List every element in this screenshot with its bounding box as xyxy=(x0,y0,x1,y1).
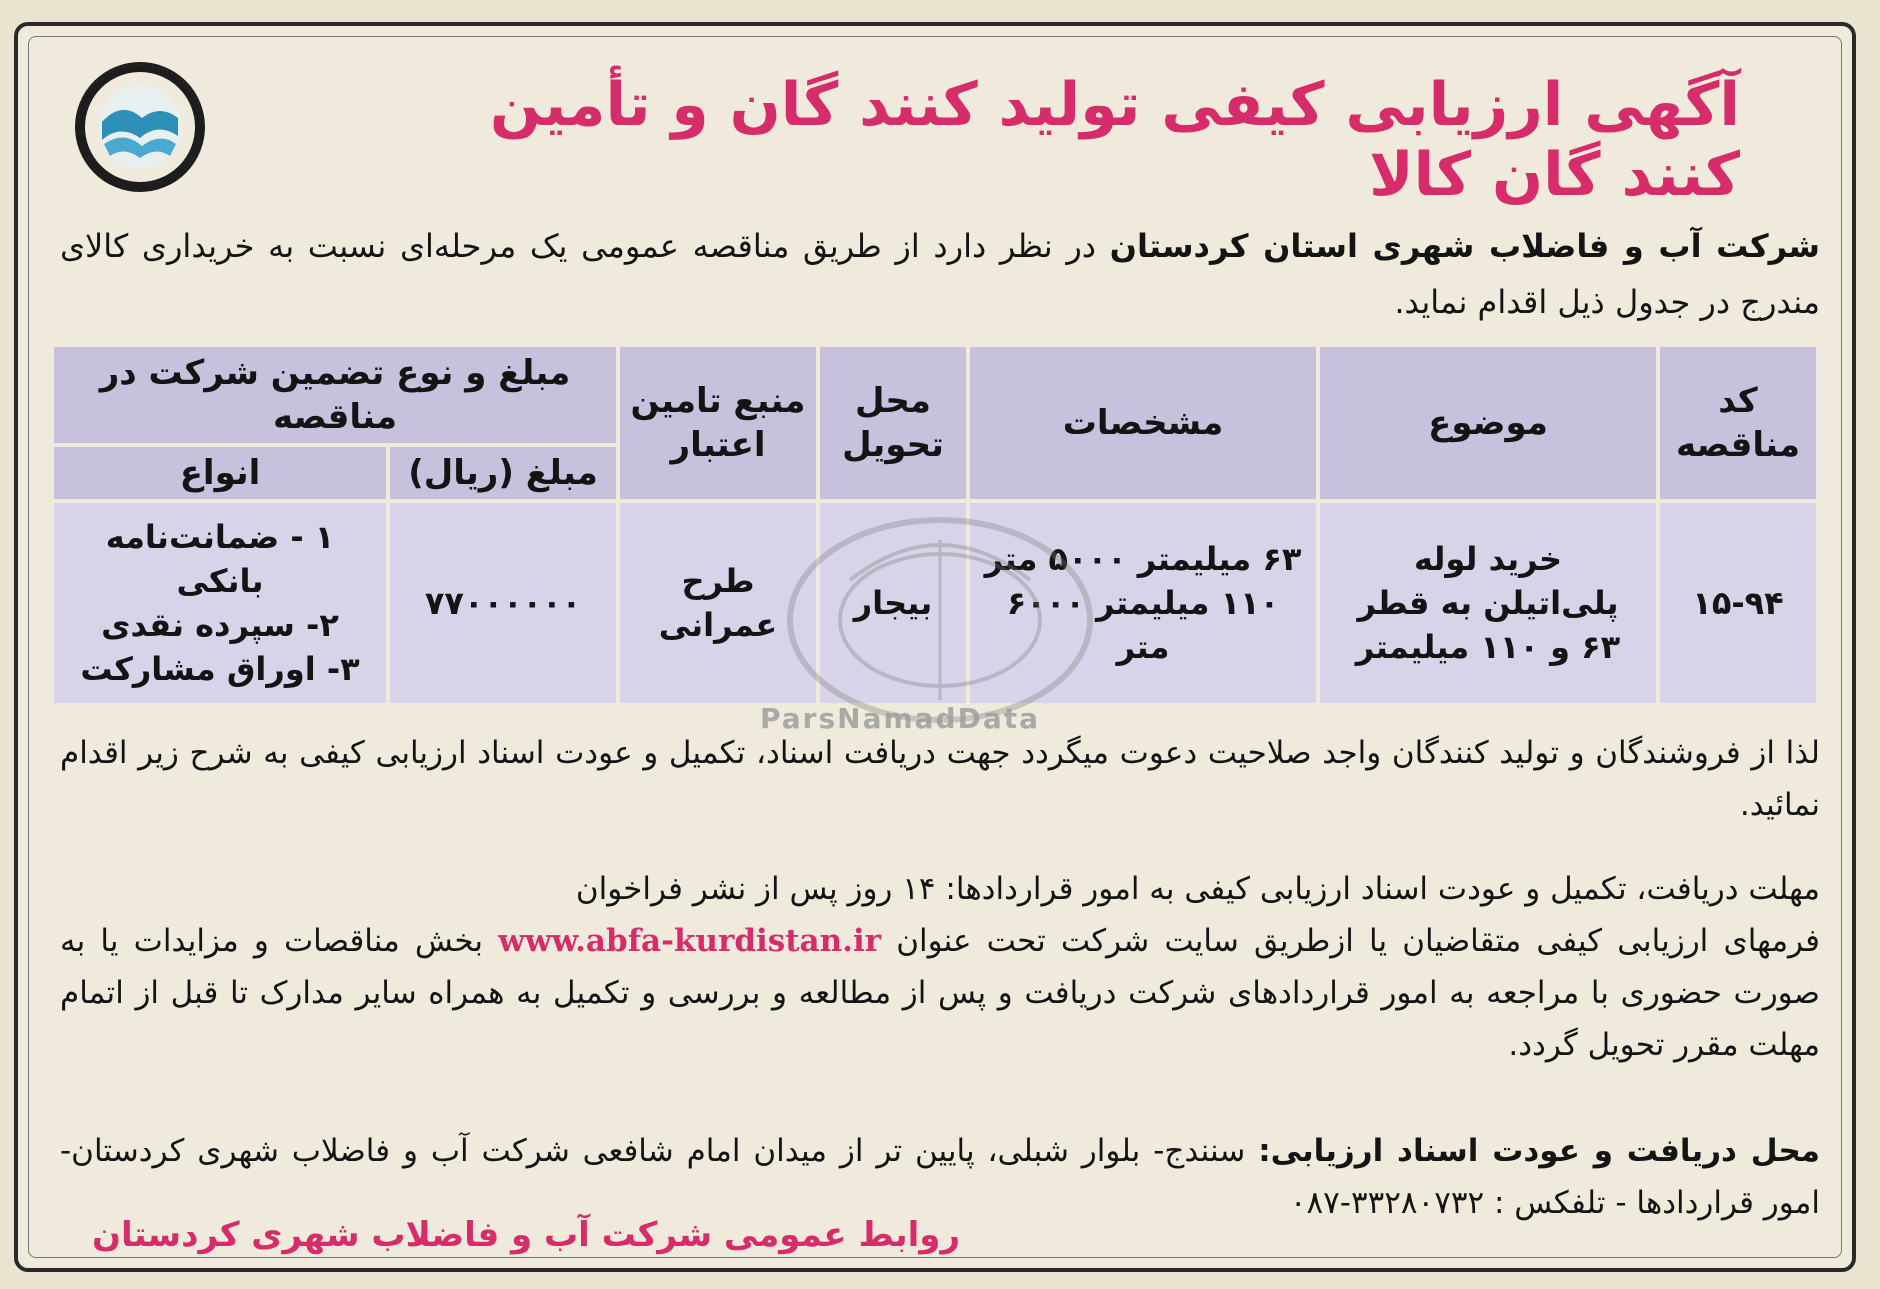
header-amount: مبلغ (ریال) xyxy=(390,447,616,499)
deadline-paragraph: مهلت دریافت، تکمیل و عودت اسناد ارزیابی کیفی به امور قراردادها: ۱۴ روز پس از نشر فراخوان xyxy=(575,871,1820,907)
cell-code: ۱۵-۹۴ xyxy=(1660,503,1816,703)
cell-specs: ۶۳ میلیمتر ۵۰۰۰ متر ۱۱۰ میلیمتر ۶۰۰۰ متر xyxy=(970,503,1316,703)
header-specs: مشخصات xyxy=(970,347,1316,499)
cell-amount: ۷۷۰۰۰۰۰۰ xyxy=(390,503,616,703)
address-text: سنندج- بلوار شبلی، پایین تر از میدان امام شافعی شرکت آب و فاضلاب شهری کردستان- امور قراردادها - تلفکس : ۳۳۲۸۰۷۳۲-۰۸۷ xyxy=(60,1133,1820,1221)
header-delivery: محل تحویل xyxy=(820,347,966,499)
forms-paragraph xyxy=(60,915,1820,1071)
header-funding: منبع تامین اعتبار xyxy=(620,347,816,499)
company-name: شرکت آب و فاضلاب شهری استان کردستان xyxy=(1109,227,1821,265)
cell-types: ۱ - ضمانت‌نامه بانکی ۲- سپرده نقدی ۳- اوراق مشارکت xyxy=(54,503,386,703)
table-header-row xyxy=(54,347,1816,443)
tender-table xyxy=(50,343,1820,707)
cell-subject: خرید لوله پلی‌اتیلن به قطر ۶۳ و ۱۱۰ میلیمتر xyxy=(1320,503,1656,703)
header-subject: موضوع xyxy=(1320,347,1656,499)
intro-text: در نظر دارد از طریق مناقصه عمومی یک مرحله‌ای نسبت به خریداری کالای مندرج در جدول ذیل اقدام نماید. xyxy=(60,227,1820,321)
forms-text-start: فرمهای ارزیابی کیفی متقاضیان یا ازطریق سایت شرکت تحت عنوان xyxy=(881,923,1820,959)
notice-title: آگهی ارزیابی کیفی تولید کنند گان و تأمین کنند گان کالا xyxy=(489,70,1740,210)
header-guarantee-group: مبلغ و نوع تضمین شرکت در مناقصه xyxy=(54,347,616,443)
footer-signature: روابط عمومی شرکت آب و فاضلاب شهری کردستان xyxy=(92,1215,961,1255)
forms-text-end: بخش مناقصات و مزایدات یا به صورت حضوری با مراجعه به امور قراردادهای شرکت دریافت و پس از مطالعه و بررسی و تکمیل به همراه سایر مدارک تا قبل از اتمام مهلت مقرر تحویل گردد. xyxy=(60,923,1820,1063)
address-label: محل دریافت و عودت اسناد ارزیابی: xyxy=(1258,1133,1820,1169)
cell-delivery: بیجار xyxy=(820,503,966,703)
header-code: کد مناقصه xyxy=(1660,347,1816,499)
company-logo-icon xyxy=(60,52,220,202)
watermark-text: ParsNamadData xyxy=(760,702,1040,735)
header-types: انواع xyxy=(54,447,386,499)
address-paragraph xyxy=(60,1125,1820,1229)
invite-paragraph: لذا از فروشندگان و تولید کنندگان واجد صلاحیت دعوت میگردد جهت دریافت اسناد، تکمیل و عودت اسناد ارزیابی کیفی به شرح زیر اقدام نمائید. xyxy=(60,735,1820,823)
website-link[interactable]: www.abfa-kurdistan.ir xyxy=(498,923,882,959)
table-row xyxy=(54,503,1816,703)
cell-funding: طرح عمرانی xyxy=(620,503,816,703)
intro-paragraph xyxy=(60,218,1820,330)
